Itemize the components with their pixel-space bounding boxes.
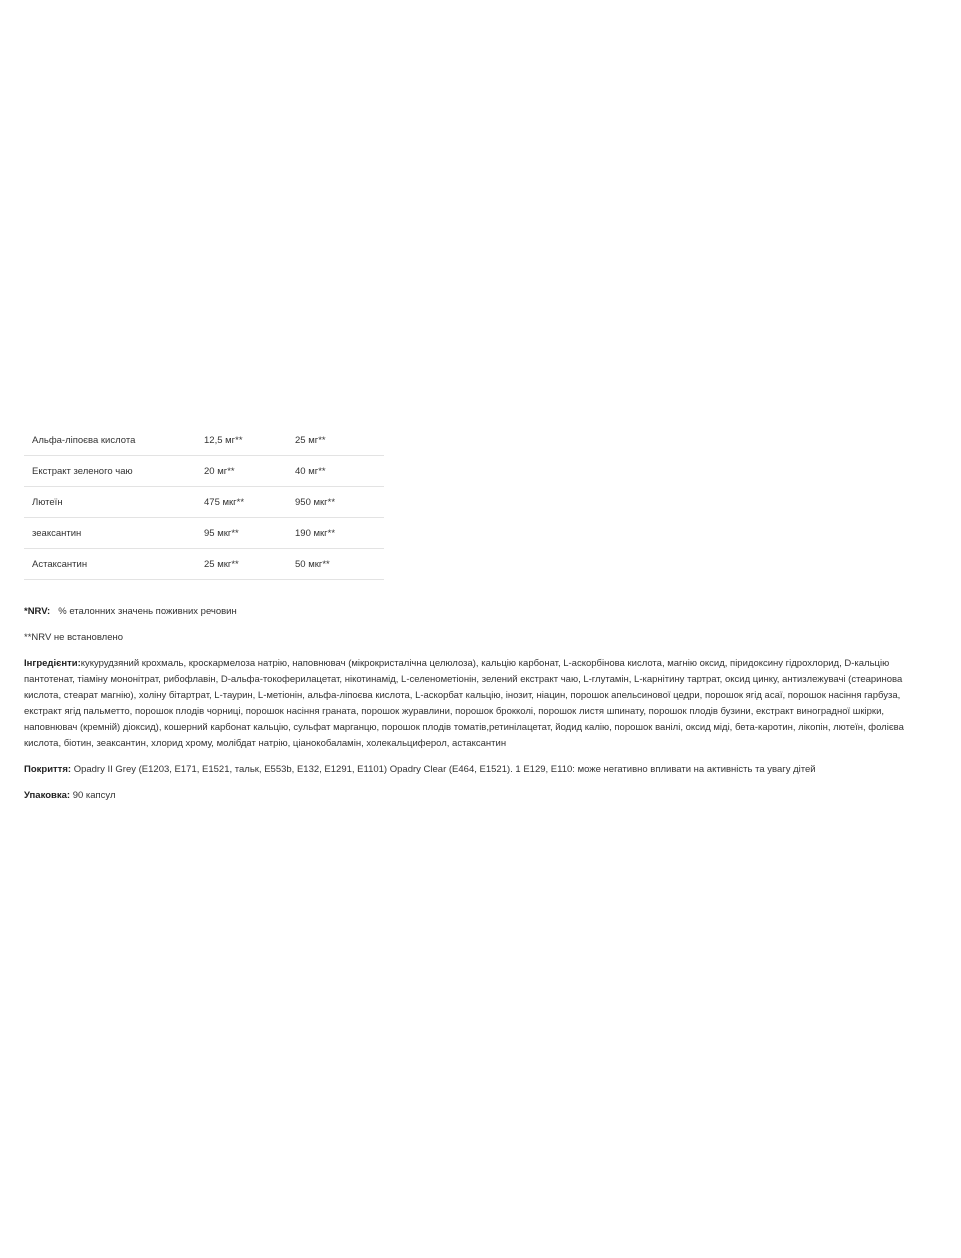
nutrient-amount-serving-2: 25 мг** xyxy=(295,425,384,456)
nrv-note xyxy=(24,604,938,620)
table-row xyxy=(24,425,384,456)
nutrients-table xyxy=(24,425,384,580)
table-row xyxy=(24,456,384,487)
table-row xyxy=(24,549,384,580)
nrv-text: % еталонних значень поживних речовин xyxy=(58,606,237,617)
ingredients-text: кукурудзяний крохмаль, кроскармелоза натрію, наповнювач (мікрокристалічна целюлоза), кальцію карбонат, L-аскорбінова кислота, магнію оксид, піридоксину гідрохлорид, D-кальцію пантотенат, тіаміну мононітрат, рибофлавін, D-альфа-токоферилацетат, нікотинамід, L-селенометіонін, зелений екстракт чаю, L-глутамін, L-карнітину тартрат, оксид цинку, антизлежувачі (стеаринова кислота, стеарат магнію), холіну бітартрат, L-таурин, L-метіонін, альфа-ліпоєва кислота, L-аскорбат кальцію, інозит, ніацин, порошок апельсинової цедри, порошок ягід асаї, порошок насіння гарбуза, екстракт ягід пальметто, порошок плодів чорниці, порошок насіння граната, порошок журавлини, порошок брокколі, порошок листя шпинату, порошок плодів бузини, екстракт виноградної шкірки, наповнювач (кремній) діоксид), кошерний карбонат кальцію, сульфат марганцю, порошок плодів томатів,ретинілацетат, йодид калію, порошок ванілі, оксид міді, бета-каротин, лікопін, лютеїн, фолієва кислота, біотин, зеаксантин, хлорид хрому, молібдат натрію, ціанокобаламін, холекальциферол, астаксантин xyxy=(24,658,904,749)
nutrient-amount-serving-1: 25 мкг** xyxy=(204,549,295,580)
table-row xyxy=(24,487,384,518)
coating-text: Opadry II Grey (E1203, E171, E1521, тальк, E553b, E132, E1291, E1101) Opadry Clear (E464, E1521). 1 E129, E110: може негативно впливати на активність та увагу дітей xyxy=(73,764,816,775)
nutrient-name: Альфа-ліпоєва кислота xyxy=(24,425,204,456)
coating-paragraph xyxy=(24,762,938,778)
nrv-label: *NRV: xyxy=(24,606,51,617)
nutrient-amount-serving-1: 20 мг** xyxy=(204,456,295,487)
ingredients-paragraph xyxy=(24,656,938,752)
nutrient-amount-serving-1: 475 мкг** xyxy=(204,487,295,518)
nutrient-name: зеаксантин xyxy=(24,518,204,549)
nutrient-amount-serving-1: 95 мкг** xyxy=(204,518,295,549)
coating-label: Покриття: xyxy=(24,764,72,775)
nutrient-amount-serving-2: 950 мкг** xyxy=(295,487,384,518)
nutrient-amount-serving-2: 190 мкг** xyxy=(295,518,384,549)
nutrient-amount-serving-2: 50 мкг** xyxy=(295,549,384,580)
packaging-text: 90 капсул xyxy=(72,790,116,801)
nrv-not-set-note: **NRV не встановлено xyxy=(24,632,124,643)
nutrient-name: Лютеїн xyxy=(24,487,204,518)
packaging-paragraph xyxy=(24,788,938,804)
table-row xyxy=(24,518,384,549)
nutrient-name: Астаксантин xyxy=(24,549,204,580)
nutrient-amount-serving-2: 40 мг** xyxy=(295,456,384,487)
nutrient-name: Екстракт зеленого чаю xyxy=(24,456,204,487)
packaging-label: Упаковка: xyxy=(24,790,71,801)
ingredients-label: Інгредієнти: xyxy=(24,658,81,669)
nutrient-amount-serving-1: 12,5 мг** xyxy=(204,425,295,456)
product-details xyxy=(24,425,938,804)
